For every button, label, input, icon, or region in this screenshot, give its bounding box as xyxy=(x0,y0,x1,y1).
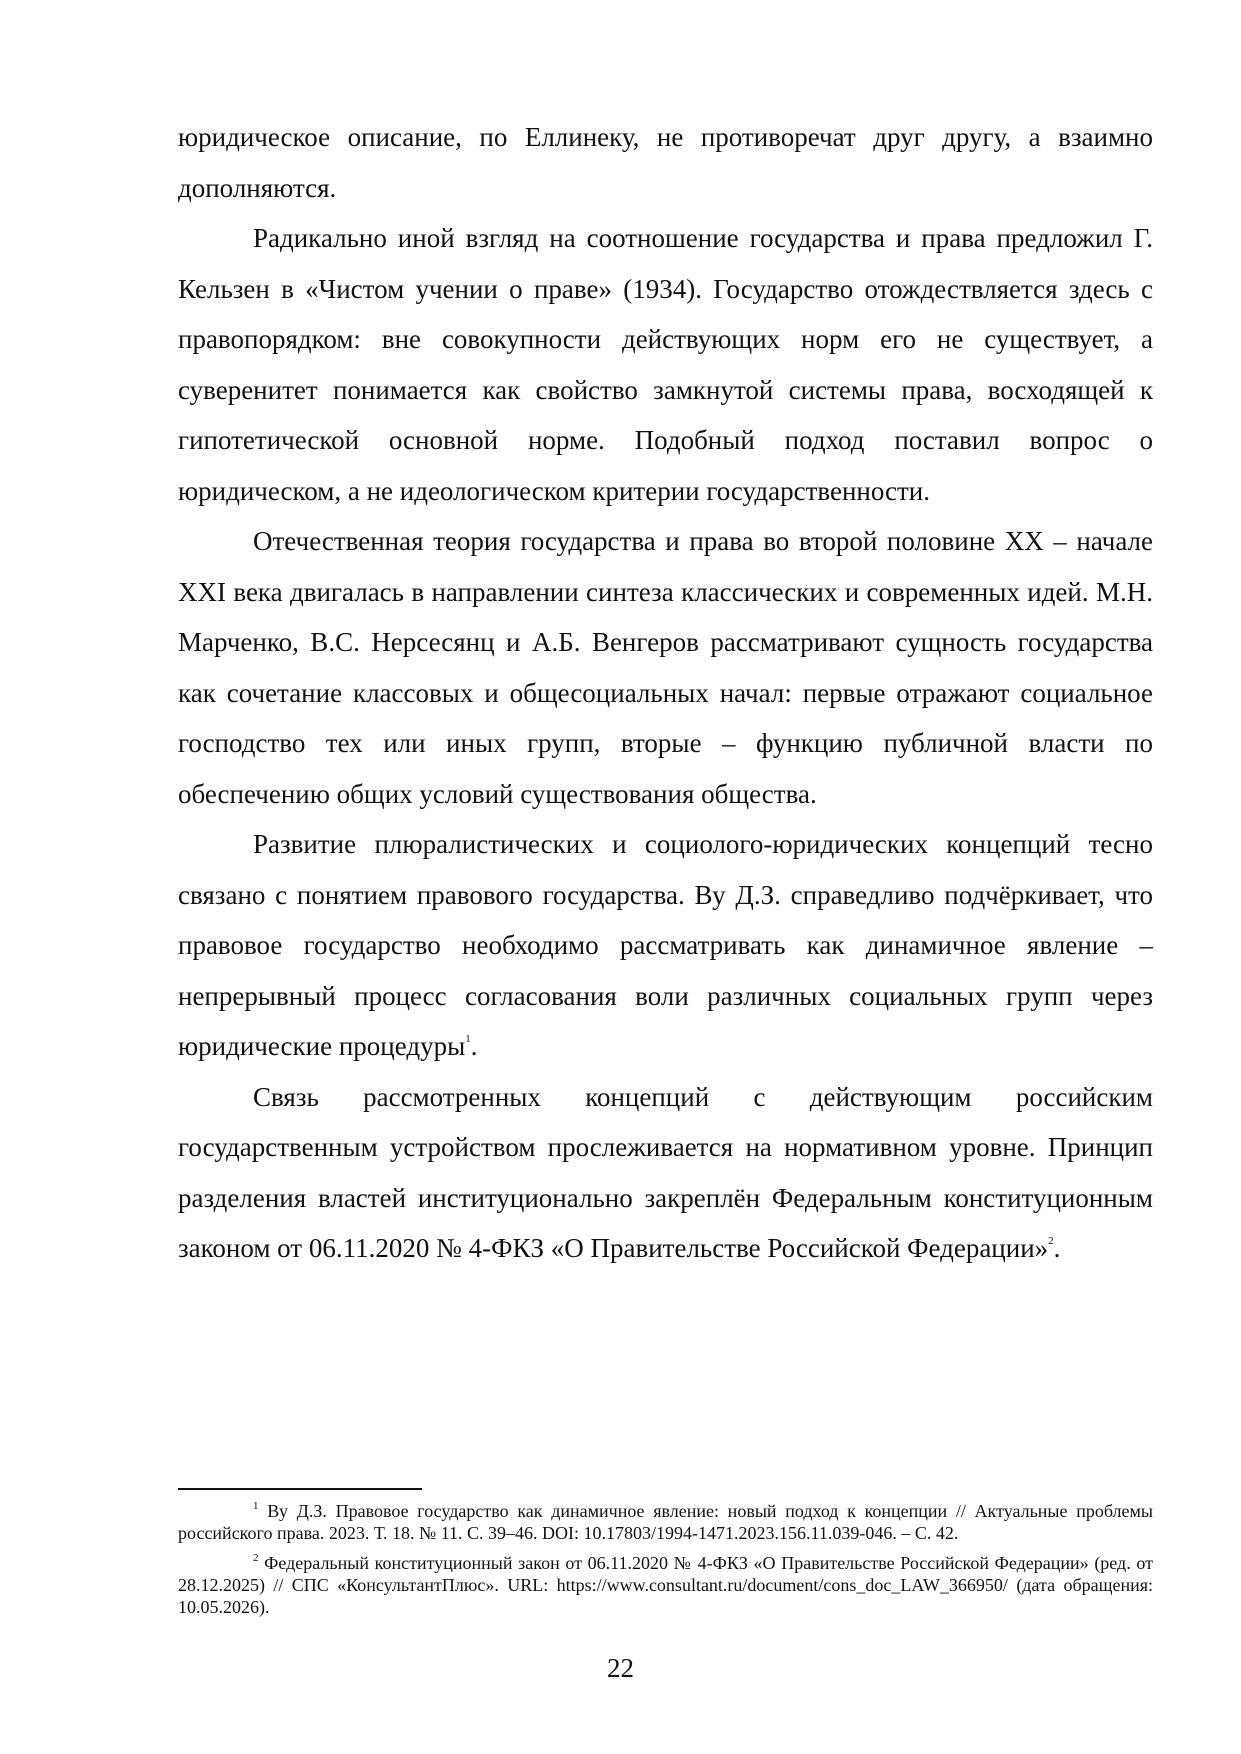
page-body xyxy=(178,112,1153,1274)
page-number: 22 xyxy=(607,1653,634,1683)
footnote-1 xyxy=(178,1500,1153,1544)
paragraph-text: Радикально иной взгляд на соотношение государства и права предложил Г. Кельзен в «Чистом учении о праве» (1934). Государство отождествляется здесь с правопорядком: вне совокупности действующих норм его не существует, а суверенитет понимается как свойство замкнутой системы права, восходящей к гипотетической основной норме. Подобный подход поставил вопрос о юридическом, а не идеологическом критерии государственности. xyxy=(178,223,1153,506)
footnote-number: 1 xyxy=(253,1500,259,1512)
footnote-number: 2 xyxy=(253,1552,259,1564)
paragraph-text: Отечественная теория государства и права во второй половине XX – начале XXI века двигалась в направлении синтеза классических и современных идей. М.Н. Марченко, В.С. Нерсесянц и А.Б. Венгеров рассматривают сущность государства как сочетание классовых и общесоциальных начал: первые отражают социальное господство тех или иных групп, вторые – функцию публичной власти по обеспечению общих условий существования общества. xyxy=(178,526,1153,809)
footnote-text: Ву Д.З. Правовое государство как динамичное явление: новый подход к концепции // Актуальные проблемы российского права. 2023. Т. 18. № 11. С. 39–46. DOI: 10.17803/1994-1471.2023.156.11.039-046. – С. 42. xyxy=(178,1501,1153,1543)
paragraph-kelsen xyxy=(178,213,1153,516)
paragraph-domestic-theory xyxy=(178,516,1153,819)
paragraph-end: . xyxy=(470,1031,478,1061)
footnote-ref-2[interactable]: 2 xyxy=(1048,1235,1054,1247)
paragraph-text: Развитие плюралистических и социолого-юридических концепций тесно связано с понятием правового государства. Ву Д.З. справедливо подчёркивает, что правовое государство необходимо рассматривать как динамичное явление – непрерывный процесс согласования воли различных социальных групп через юридические процедуры xyxy=(178,829,1153,1061)
paragraph-continuation xyxy=(178,112,1153,213)
paragraph-text: юридическое описание, по Еллинеку, не противоречат друг другу, а взаимно дополняются. xyxy=(178,122,1153,203)
paragraph-end: . xyxy=(1053,1233,1061,1263)
paragraph-rule-of-law xyxy=(178,819,1153,1072)
paragraph-text: Связь рассмотренных концепций с действующим российским государственным устройством прослеживается на нормативном уровне. Принцип разделения властей институционально закреплён Федеральным конституционным законом от 06.11.2020 № 4-ФКЗ «О Правительстве Российской Федерации» xyxy=(178,1081,1153,1263)
footnote-separator xyxy=(178,1488,422,1490)
footnote-text: Федеральный конституционный закон от 06.11.2020 № 4-ФКЗ «О Правительстве Российской Федерации» (ред. от 28.12.2025) // СПС «КонсультантПлюс». URL: https://www.consultant.ru/document/cons_doc_LAW_366950/ (дата обращения: 10.05.2026). xyxy=(178,1553,1154,1617)
footnote-2 xyxy=(178,1552,1153,1618)
footnotes xyxy=(178,1488,1153,1618)
paragraph-russian-state xyxy=(178,1072,1153,1274)
footnote-ref-1[interactable]: 1 xyxy=(465,1033,471,1045)
